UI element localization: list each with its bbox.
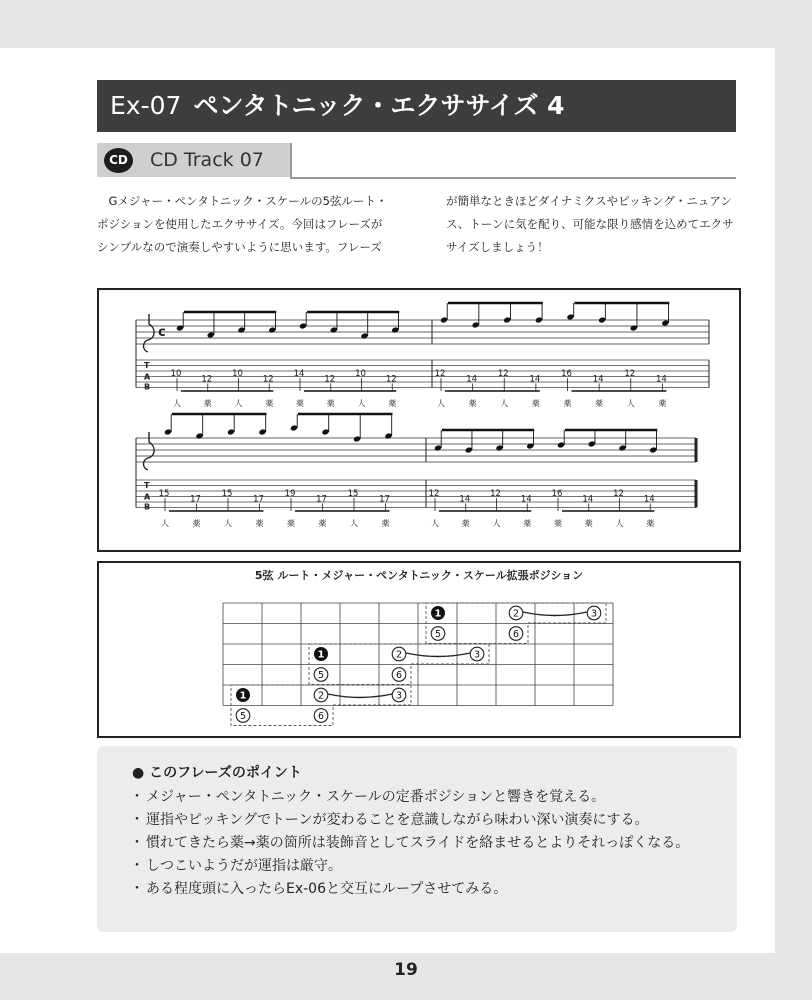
root-finger-number: 1 bbox=[434, 608, 442, 620]
tab-fret-number: 15 bbox=[221, 489, 233, 499]
finger-number: 2 bbox=[395, 649, 403, 661]
finger-label: 薬 bbox=[554, 519, 562, 528]
root-finger-number: 1 bbox=[239, 690, 247, 702]
tab-fret-number: 12 bbox=[201, 374, 213, 385]
finger-number: 5 bbox=[317, 670, 325, 681]
finger-label: 薬 bbox=[255, 519, 264, 528]
finger-label: 人 bbox=[173, 399, 181, 408]
finger-label: 薬 bbox=[531, 399, 540, 408]
tab-fret-number: 14 bbox=[592, 374, 604, 385]
finger-number: 6 bbox=[395, 670, 403, 681]
tab-fret-number: 12 bbox=[490, 489, 501, 499]
finger-label: 薬 bbox=[381, 519, 390, 528]
tab-fret-number: 16 bbox=[561, 369, 572, 379]
tab-fret-number: 12 bbox=[434, 369, 446, 379]
tab-fret-number: 10 bbox=[355, 369, 366, 379]
tab-letter: B bbox=[144, 382, 151, 392]
page-number: 19 bbox=[394, 960, 418, 980]
tab-fret-number: 14 bbox=[466, 374, 478, 385]
tab-fret-number: 14 bbox=[582, 494, 594, 505]
tab-fret-number: 10 bbox=[232, 369, 243, 379]
tab-fret-number: 14 bbox=[293, 369, 305, 379]
tab-fret-number: 17 bbox=[379, 494, 390, 505]
intro-text-left bbox=[97, 190, 393, 259]
point-item bbox=[130, 878, 730, 901]
point-text: メジャー・ペンタトニック・スケールの定番ポジションと響きを覚える。 bbox=[146, 789, 606, 805]
finger-label: 人 bbox=[431, 519, 439, 528]
finger-number: 2 bbox=[317, 690, 325, 702]
finger-number: 3 bbox=[395, 690, 403, 702]
finger-label: 薬 bbox=[388, 399, 397, 408]
finger-label: 人 bbox=[626, 399, 635, 408]
point-item bbox=[130, 855, 730, 878]
tab-letter: A bbox=[144, 492, 151, 502]
tab-letter: B bbox=[144, 502, 151, 512]
cd-track-label: CD Track 07 bbox=[150, 149, 264, 171]
tab-letter: T bbox=[144, 361, 150, 370]
finger-label: 薬 bbox=[326, 399, 335, 408]
point-item bbox=[130, 786, 730, 809]
exercise-title: ペンタトニック・エクササイズ 4 bbox=[193, 91, 565, 120]
finger-number: 6 bbox=[317, 711, 325, 722]
finger-label: 人 bbox=[492, 519, 501, 528]
page-title bbox=[110, 80, 565, 132]
finger-label: 人 bbox=[437, 399, 445, 408]
finger-label: 薬 bbox=[318, 519, 327, 528]
tab-fret-number: 15 bbox=[158, 489, 170, 499]
finger-label: 薬 bbox=[468, 399, 477, 408]
point-bullet: ・ bbox=[130, 789, 144, 805]
cd-divider bbox=[290, 177, 736, 179]
exercise-label: Ex-07 bbox=[110, 91, 182, 120]
finger-label: 薬 bbox=[595, 399, 604, 408]
tab-fret-number: 14 bbox=[655, 374, 667, 385]
tab-letter: A bbox=[144, 372, 151, 382]
cd-icon: CD bbox=[104, 148, 133, 173]
finger-label: 薬 bbox=[584, 519, 593, 528]
finger-label: 人 bbox=[350, 519, 358, 528]
point-bullet: ・ bbox=[130, 812, 144, 828]
point-item bbox=[130, 832, 730, 855]
tab-fret-number: 12 bbox=[624, 369, 636, 379]
finger-label: 薬 bbox=[461, 519, 470, 528]
finger-label: 薬 bbox=[296, 399, 304, 408]
tab-letter: T bbox=[144, 481, 150, 490]
point-text: 慣れてきたら薬→薬の箇所は装飾音としてスライドを絡ませるとよりそれっぽくなる。 bbox=[146, 835, 690, 851]
tab-fret-number: 14 bbox=[529, 374, 541, 385]
fretboard-diagram bbox=[99, 563, 739, 736]
finger-label: 薬 bbox=[287, 519, 295, 528]
finger-number: 6 bbox=[512, 629, 520, 640]
point-item bbox=[130, 809, 730, 832]
finger-label: 人 bbox=[224, 519, 232, 528]
tab-fret-number: 16 bbox=[551, 489, 563, 499]
time-signature: c bbox=[158, 325, 166, 340]
finger-label: 人 bbox=[500, 399, 509, 408]
finger-number: 3 bbox=[590, 608, 598, 620]
tab-fret-number: 14 bbox=[459, 494, 471, 505]
slide-line bbox=[328, 694, 392, 698]
finger-label: 薬 bbox=[563, 399, 572, 408]
finger-label: 薬 bbox=[646, 519, 655, 528]
score-notation bbox=[99, 290, 739, 550]
tab-fret-number: 12 bbox=[324, 374, 336, 385]
finger-label: 薬 bbox=[658, 399, 667, 408]
finger-label: 人 bbox=[615, 519, 624, 528]
slide-line bbox=[523, 612, 587, 616]
slide-line bbox=[406, 653, 470, 657]
finger-label: 薬 bbox=[203, 399, 212, 408]
point-text: しつこいようだが運指は厳守。 bbox=[146, 858, 342, 874]
finger-label: 薬 bbox=[265, 399, 274, 408]
tab-fret-number: 15 bbox=[347, 489, 359, 499]
tab-fret-number: 17 bbox=[190, 494, 201, 505]
tab-fret-number: 10 bbox=[170, 369, 182, 379]
tab-fret-number: 19 bbox=[284, 489, 296, 499]
tab-fret-number: 14 bbox=[643, 494, 655, 505]
score-box bbox=[97, 288, 741, 552]
point-bullet: ・ bbox=[130, 858, 144, 874]
finger-number: 3 bbox=[473, 649, 481, 661]
finger-number: 5 bbox=[434, 629, 442, 640]
finger-number: 5 bbox=[239, 711, 247, 722]
finger-label: 人 bbox=[357, 399, 366, 408]
finger-number: 2 bbox=[512, 608, 520, 620]
tab-fret-number: 12 bbox=[385, 374, 397, 385]
finger-label: 人 bbox=[161, 519, 169, 528]
tab-fret-number: 12 bbox=[428, 489, 440, 499]
intro-left-paragraph: Gメジャー・ペンタトニック・スケールの5弦ルート・ポジションを使用したエクササイズ。今回はフレーズがシンプルなので演奏しやすいように思います。フレーズ bbox=[97, 194, 388, 254]
tab-fret-number: 17 bbox=[253, 494, 264, 505]
finger-label: 人 bbox=[234, 399, 243, 408]
points-list bbox=[130, 786, 730, 901]
tab-fret-number: 12 bbox=[262, 374, 274, 385]
finger-label: 薬 bbox=[523, 519, 532, 528]
point-text: 運指やピッキングでトーンが変わることを意識しながら味わい深い演奏にする。 bbox=[146, 812, 649, 828]
point-text: ある程度頭に入ったらEx-06と交互にループさせてみる。 bbox=[146, 881, 508, 897]
tab-fret-number: 14 bbox=[520, 494, 532, 505]
points-title: ● このフレーズのポイント bbox=[132, 765, 302, 781]
finger-label: 薬 bbox=[192, 519, 201, 528]
point-bullet: ・ bbox=[130, 881, 144, 897]
intro-text-right bbox=[446, 190, 738, 259]
fretboard-box bbox=[97, 561, 741, 738]
fretboard-title: 5弦 ルート・メジャー・ペンタトニック・スケール拡張ポジション bbox=[254, 569, 584, 582]
tab-fret-number: 17 bbox=[316, 494, 327, 505]
tab-fret-number: 12 bbox=[613, 489, 624, 499]
tab-fret-number: 12 bbox=[497, 369, 509, 379]
intro-right-paragraph: が簡単なときほどダイナミクスやピッキング・ニュアンス、トーンに気を配り、可能な限り感情を込めてエクササイズしましょう！ bbox=[446, 194, 734, 254]
point-bullet: ・ bbox=[130, 835, 144, 851]
root-finger-number: 1 bbox=[317, 649, 325, 661]
